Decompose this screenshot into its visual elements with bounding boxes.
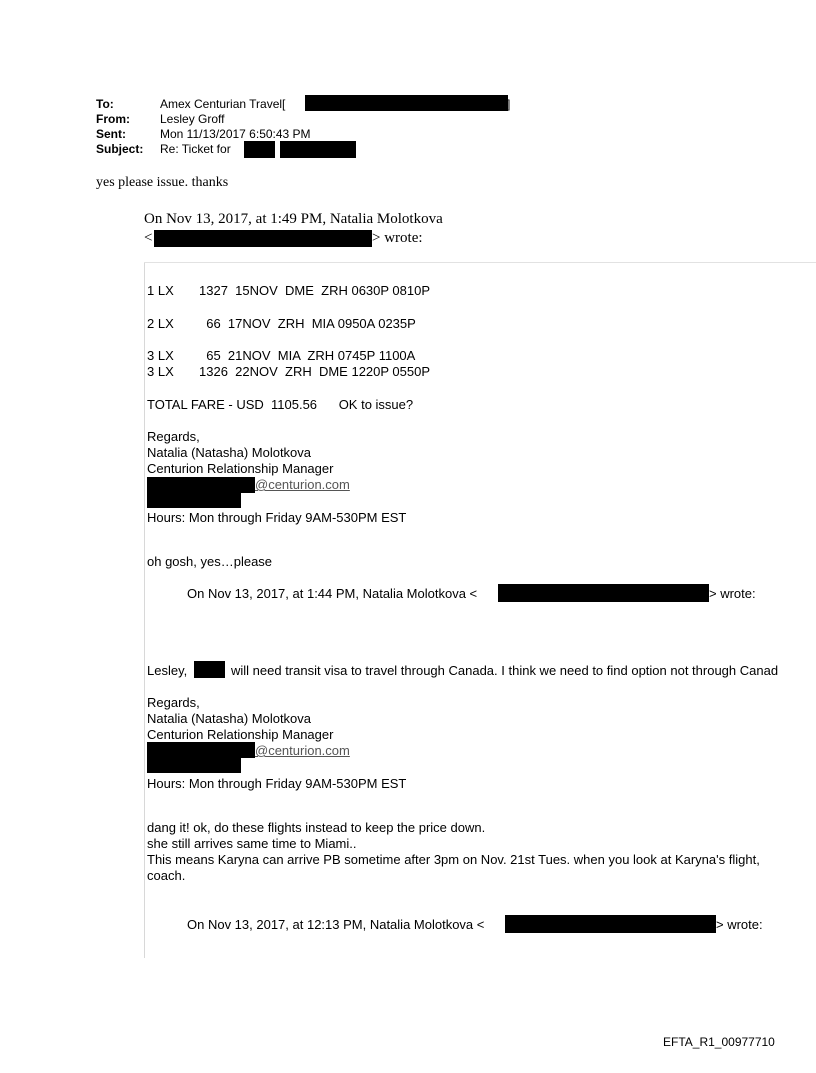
redaction-bar xyxy=(147,742,255,758)
itinerary-row: 3 LX 1326 22NOV ZRH DME 1220P 0550P xyxy=(147,364,431,379)
sig-name: Natalia (Natasha) Molotkova xyxy=(147,445,312,460)
quote1-line2-close: > wrote: xyxy=(372,230,423,246)
sig-regards: Regards, xyxy=(147,429,200,444)
quote1-line2-open: < xyxy=(144,230,153,246)
redaction-bar xyxy=(498,584,709,602)
redaction-bar xyxy=(244,141,275,158)
redaction-bar xyxy=(505,915,716,933)
footer-doc-id: EFTA_R1_00977710 xyxy=(663,1035,775,1049)
sig-regards: Regards, xyxy=(147,695,200,710)
quote2-prefix: On Nov 13, 2017, at 1:44 PM, Natalia Molotkova < xyxy=(187,586,478,601)
quote-border xyxy=(144,262,145,958)
reply3-line: dang it! ok, do these flights instead to keep the price down. xyxy=(147,820,486,835)
header-from-row xyxy=(96,112,130,127)
to-close: ] xyxy=(507,97,511,111)
sig-title: Centurion Relationship Manager xyxy=(147,461,334,476)
reply-text: yes please issue. thanks xyxy=(96,175,229,190)
quote3-suffix: > wrote: xyxy=(716,917,763,932)
sig-email-link[interactable]: @centurion.com xyxy=(255,743,350,758)
sig-hours: Hours: Mon through Friday 9AM-530PM EST xyxy=(147,510,407,525)
redaction-bar xyxy=(147,477,255,493)
sent-value: Mon 11/13/2017 6:50:43 PM xyxy=(160,127,311,141)
sig-email-link[interactable]: @centurion.com xyxy=(255,477,350,492)
header-sent-row xyxy=(96,127,126,142)
redaction-bar xyxy=(194,661,225,678)
itinerary-row: 1 LX 1327 15NOV DME ZRH 0630P 0810P xyxy=(147,283,431,298)
to-label: To: xyxy=(96,97,114,111)
redaction-bar xyxy=(154,230,372,247)
redaction-bar xyxy=(280,141,356,158)
quote3-prefix: On Nov 13, 2017, at 12:13 PM, Natalia Molotkova < xyxy=(187,917,485,932)
from-value: Lesley Groff xyxy=(160,112,225,126)
subject-value: Re: Ticket for xyxy=(160,142,231,156)
quote1-line1: On Nov 13, 2017, at 1:49 PM, Natalia Molotkova xyxy=(144,211,443,227)
quote2-suffix: > wrote: xyxy=(709,586,756,601)
reply3-line: This means Karyna can arrive PB sometime after 3pm on Nov. 21st Tues. when you look at Karyna's flight, xyxy=(147,852,760,867)
reply3-line: coach. xyxy=(147,868,186,883)
total-fare: TOTAL FARE - USD 1105.56 OK to issue? xyxy=(147,397,414,412)
redaction-bar xyxy=(147,757,241,773)
reply3-line: she still arrives same time to Miami.. xyxy=(147,836,357,851)
from-label: From: xyxy=(96,112,130,126)
to-value: Amex Centurian Travel[ xyxy=(160,97,286,111)
sent-label: Sent: xyxy=(96,127,126,141)
subject-label: Subject: xyxy=(96,142,144,156)
sig-title: Centurion Relationship Manager xyxy=(147,727,334,742)
sig-name: Natalia (Natasha) Molotkova xyxy=(147,711,312,726)
lesley-prefix: Lesley, xyxy=(147,663,188,678)
itinerary-row: 2 LX 66 17NOV ZRH MIA 0950A 0235P xyxy=(147,316,416,331)
header-to-row xyxy=(96,97,114,112)
sig-hours: Hours: Mon through Friday 9AM-530PM EST xyxy=(147,776,407,791)
header-subject-row xyxy=(96,142,143,157)
quote-divider xyxy=(144,262,816,263)
itinerary-row: 3 LX 65 21NOV MIA ZRH 0745P 1100A xyxy=(147,348,416,363)
redaction-bar xyxy=(147,492,241,508)
redaction-bar xyxy=(305,95,511,111)
reply2-text: oh gosh, yes…please xyxy=(147,554,273,569)
lesley-text: will need transit visa to travel through Canada. I think we need to find option not through Canad xyxy=(231,663,779,678)
